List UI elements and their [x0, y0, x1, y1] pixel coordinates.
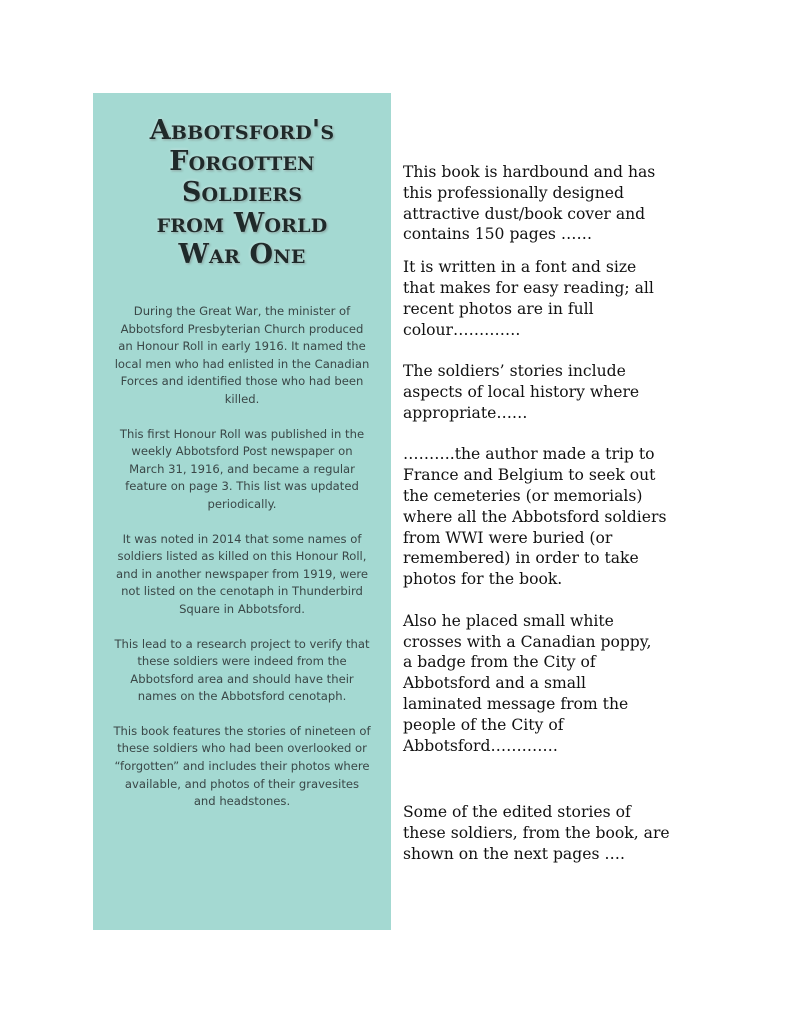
flap-paragraph: During the Great War, the minister of Abbotsford Presbyterian Church produced an Honour Roll in early 1916. It named the local men who had enlisted in the Canadian Forces and identified those who had been killed.: [114, 304, 370, 406]
flap-paragraph: This first Honour Roll was published in the weekly Abbotsford Post newspaper on March 31, 1916, and became a regular feature on page 3. This list was updated periodically.: [119, 426, 365, 511]
title-line: Soldiers: [181, 177, 303, 208]
notes-paragraph: Also he placed small white crosses with a Canadian poppy, a badge from the City of Abbotsford and a small laminated message from the people of the City of Abbotsford………….: [403, 611, 652, 755]
notes-paragraph: Some of the edited stories of these soldiers, from the book, are shown on the next pages ….: [403, 803, 670, 863]
book-cover-flap: [93, 93, 391, 930]
flap-paragraph: This book features the stories of nineteen of these soldiers who had been overlooked or “forgotten” and includes their photos where available, and photos of their gravesites and headstones.: [113, 723, 371, 809]
book-notes: [403, 162, 733, 886]
notes-paragraph: It is written in a font and size that makes for easy reading; all recent photos are in full colour………….: [403, 258, 654, 339]
notes-paragraph: The soldiers’ stories include aspects of local history where appropriate……: [403, 362, 640, 422]
notes-paragraph: This book is hardbound and has this professionally designed attractive dust/book cover and contains 150 pages ……: [403, 163, 656, 244]
notes-paragraph: ……….the author made a trip to France and Belgium to seek out the cemeteries (or memorials) where all the Abbotsford soldiers from WWI were buried (or remembered) in order to take photos for the book.: [403, 445, 667, 589]
flap-description: [113, 303, 371, 828]
flap-paragraph: It was noted in 2014 that some names of soldiers listed as killed on this Honour Roll, and in another newspaper from 1919, were not listed on the cenotaph in Thunderbird Square in Abbotsford.: [116, 531, 368, 616]
title-line: War One: [178, 239, 306, 270]
book-title: [93, 115, 391, 270]
title-line: from World: [156, 208, 328, 239]
title-line: Abbotsford's: [149, 115, 335, 146]
flap-paragraph: This lead to a research project to verify that these soldiers were indeed from the Abbotsford area and should have their names on the Abbotsford cenotaph.: [114, 636, 370, 704]
title-line: Forgotten: [169, 146, 315, 177]
